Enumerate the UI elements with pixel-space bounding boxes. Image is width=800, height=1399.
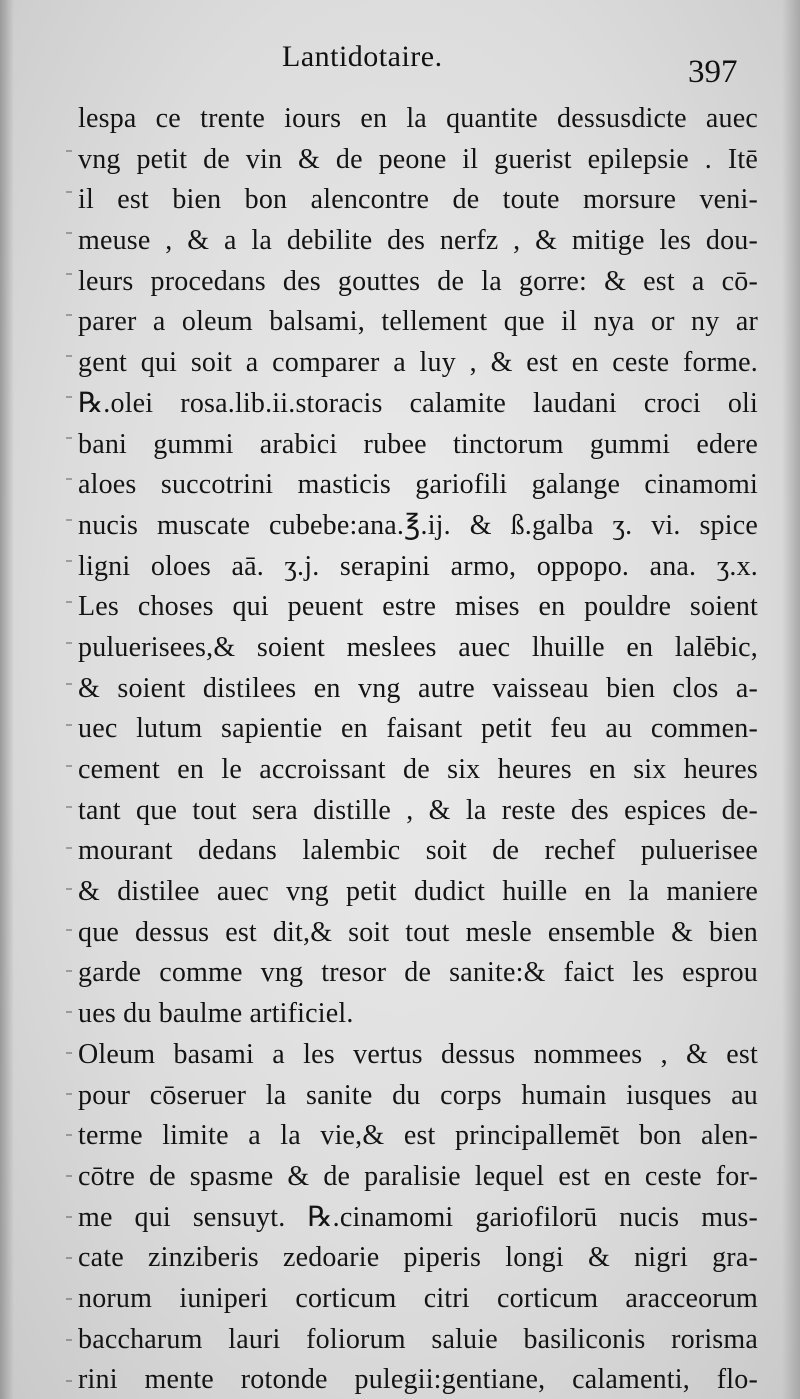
text-line: que dessus est dit,& soit tout mesle ensemble & bien [78, 916, 758, 948]
body-text [78, 99, 758, 1399]
text-line: cōtre de spasme & de paralisie lequel est en ceste for- [78, 1160, 758, 1192]
text-line: Les choses qui peuent estre mises en pouldre soient [78, 591, 758, 623]
text-line: vng petit de vin & de peone il guerist epilepsie . Itē [78, 143, 758, 175]
text-line: bani gummi arabici rubee tinctorum gummi edere [78, 428, 758, 460]
text-line: & soient distilees en vng autre vaisseau bien clos a- [78, 672, 758, 704]
text-line: uec lutum sapientie en faisant petit feu au commen- [78, 713, 758, 745]
text-line: aloes succotrini masticis gariofili galange cinamomi [78, 469, 758, 501]
text-line: ℞.olei rosa.lib.ii.storacis calamite laudani croci oli [78, 387, 758, 419]
text-line: parer a oleum balsami, tellement que il nya or ny ar [78, 306, 758, 338]
text-line: rini mente rotonde pulegii:gentiane, calamenti, flo- [78, 1364, 758, 1396]
text-line: mourant dedans lalembic soit de rechef puluerisee [78, 835, 758, 867]
text-line: norum iuniperi corticum citri corticum aracceorum [78, 1282, 758, 1314]
text-line: & distilee auec vng petit dudict huille en la maniere [78, 876, 758, 908]
running-title: Lantidotaire. [282, 40, 443, 73]
text-line: pour cōseruer la sanite du corps humain iusques au [78, 1079, 758, 1111]
text-line: tant que tout sera distille , & la reste des espices de- [78, 794, 758, 826]
text-line: il est bien bon alencontre de toute morsure veni- [78, 184, 758, 216]
text-line: ues du baulme artificiel. [78, 998, 354, 1030]
text-line: cate zinziberis zedoarie piperis longi & nigri gra- [78, 1242, 758, 1274]
text-line: leurs procedans des gouttes de la gorre: & est a cō- [78, 265, 758, 297]
text-line: garde comme vng tresor de sanite:& faict les esprou [78, 957, 758, 989]
text-line: terme limite a la vie,& est principallemēt bon alen- [78, 1120, 758, 1152]
text-line: meuse , & a la debilite des nerfz , & mitige les dou- [78, 225, 758, 257]
text-line: me qui sensuyt. ℞.cinamomi gariofilorū nucis mus- [78, 1201, 758, 1233]
text-line: ligni oloes aā. ʒ.j. serapini armo, oppopo. ana. ʒ.x. [78, 550, 758, 582]
page-number: 397 [688, 54, 738, 90]
text-line: baccharum lauri foliorum saluie basiliconis rorisma [78, 1323, 758, 1355]
text-line: puluerisees,& soient meslees auec lhuille en lalēbic, [78, 631, 758, 663]
text-line: cement en le accroissant de six heures en six heures [78, 754, 758, 785]
margin-specks [66, 150, 72, 1399]
text-line: Oleum basami a les vertus dessus nommees , & est [78, 1038, 758, 1070]
page-right-shadow [782, 0, 800, 1399]
text-line: lespa ce trente iours en la quantite dessusdicte auec [78, 103, 758, 134]
text-line: gent qui soit a comparer a luy , & est en ceste forme. [78, 347, 758, 379]
page-left-shadow [0, 0, 14, 1399]
text-line: nucis muscate cubebe:ana.℥.ij. & ß.galba ʒ. vi. spice [78, 509, 758, 541]
